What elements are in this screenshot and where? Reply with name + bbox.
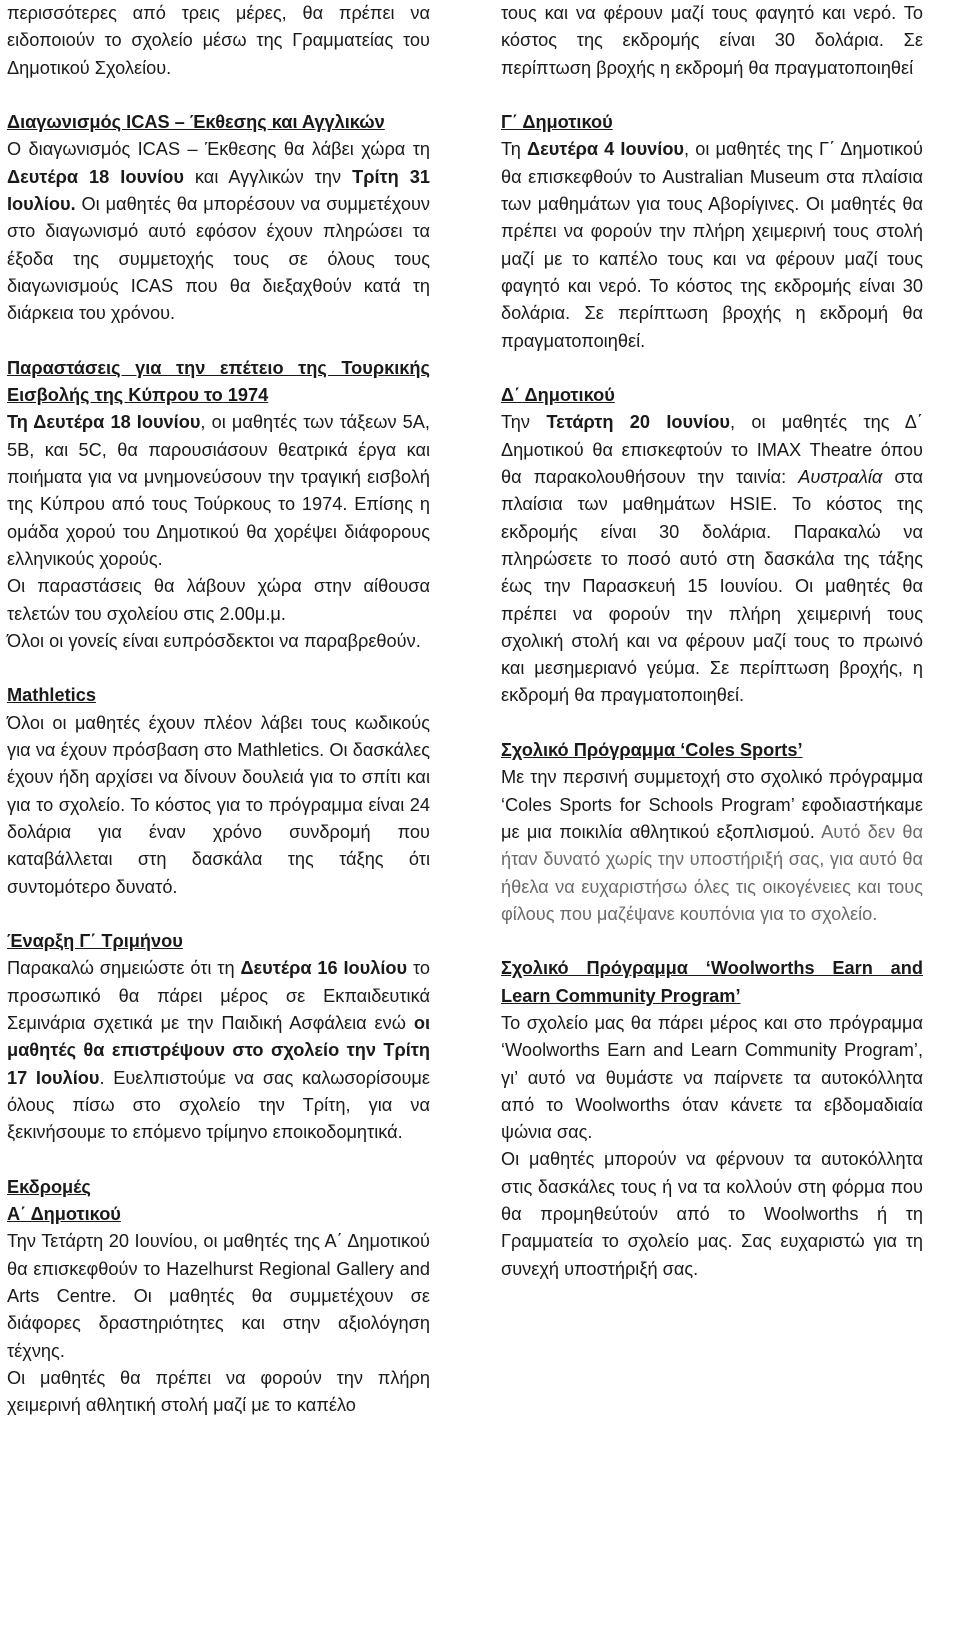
icas-heading: Διαγωνισμός ICAS – Έκθεσης και Αγγλικών [7,112,385,133]
grade-c-section [501,109,923,355]
mathletics-section [7,682,430,900]
woolworths-heading: Σχολικό Πρόγραμμα ‘Woolworths Earn and Learn Community Program’ [501,958,923,1006]
term-section [7,928,430,1146]
grade-c-heading: Γ΄ Δημοτικού [501,112,613,133]
cyprus-text: Τη Δευτέρα 18 Ιουνίου, οι μαθητές των τάξεων 5A, 5B, και 5C, θα παρουσιάσουν θεατρικά έργα και ποιήματα για να μνημονεύσουν την τραγική εισβολή της Κύπρου από τους Τούρκους το 1974. Επίσης η ομάδα χορού του Δημοτικού θα χορέψει διάφορους ελληνικούς χορούς. [7,412,430,569]
intro-paragraph: περισσότερες από τρεις μέρες, θα πρέπει να ειδοποιούν το σχολείο μέσω της Γραμματείας του Δημοτικού Σχολείου. [7,3,430,78]
grade-a-heading: Α΄ Δημοτικού [7,1204,121,1225]
mathletics-heading: Mathletics [7,685,96,706]
grade-a-text: Την Τετάρτη 20 Ιουνίου, οι μαθητές της Α΄ Δημοτικού θα επισκεφθούν το Hazelhurst Regional Gallery and Arts Centre. Οι μαθητές θα συμμετέχουν σε διάφορες δραστηριότητες και στην αξιολόγηση τέχνης. [7,1231,430,1361]
icas-section [7,109,430,327]
term-text: Παρακαλώ σημειώστε ότι τη Δευτέρα 16 Ιουλίου το προσωπικό θα πάρει μέρος σε Εκπαιδευτικά Σεμινάρια σχετικά με την Παιδική Ασφάλεια ενώ οι μαθητές θα επιστρέψουν στο σχολείο την Τρίτη 17 Ιουλίου. Ευελπιστούμε να σας καλωσορίσουμε όλους πίσω στο σχολείο την Τρίτη, για να ξεκινήσουμε το επόμενο τρίμηνο εποικοδομητικά. [7,958,430,1143]
cyprus-section [7,355,430,655]
excursions-heading: Εκδρομές [7,1176,91,1197]
cyprus-invite: Όλοι οι γονείς είναι ευπρόσδεκτοι να παραβρεθούν. [7,630,421,651]
term-heading: Έναρξη Γ΄ Τριμήνου [7,931,183,952]
woolworths-text: Το σχολείο μας θα πάρει μέρος και στο πρόγραμμα ‘Woolworths Earn and Learn Community Program’, γι’ αυτό να θυμάστε να παίρνετε τα αυτοκόλλητα από το Woolworths όταν κάνετε τα εβδομαδιαία ψώνια σας. [501,1012,923,1143]
right-column [501,0,923,1283]
icas-text: Ο διαγωνισμός ICAS – Έκθεσης θα λάβει χώρα τη Δευτέρα 18 Ιουνίου και Αγγλικών την Τρίτη 31 Ιουλίου. Οι μαθητές θα μπορέσουν να συμμετέχουν στο διαγωνισμό αυτό εφόσον έχουν πληρώσει τα έξοδα της συμμετοχής τους σε όλους τους διαγωνισμούς ICAS που θα διεξαχθούν κατά τη διάρκεια του χρόνου. [7,139,430,324]
coles-text: Με την περσινή συμμετοχή στο σχολικό πρόγραμμα ‘Coles Sports for Schools Program’ εφοδιαστήκαμε με μια ποικιλία αθλητικού εξοπλισμού. Αυτό δεν θα ήταν δυνατό χωρίς την υποστήριξή σας, για αυτό θα ήθελα να ευχαριστήσω όλες τις οικογένειες και τους φίλους που μαζέψανε κουπόνια για το σχολείο. [501,767,923,924]
grade-d-section [501,382,923,710]
woolworths-section [501,955,923,1283]
grade-d-heading: Δ΄ Δημοτικού [501,385,615,406]
grade-d-text: Την Τετάρτη 20 Ιουνίου, οι μαθητές της Δ΄ Δημοτικού θα επισκεφτούν το IMAX Theatre όπου θα παρακολουθήσουν την ταινία: Αυστραλία στα πλαίσια των μαθημάτων HSIE. Το κόστος της εκδρομής είναι 30 δολάρια. Παρακαλώ να πληρώσετε το ποσό αυτό στη δασκάλα της τάξης έως την Παρασκευή 15 Ιουνίου. Οι μαθητές θα πρέπει να φορούν την πλήρη χειμερινή τους σχολική στολή και να φέρουν μαζί τους το πρωινό και μεσημεριανό γεύμα. Σε περίπτωση βροχής, η εκδρομή θα πραγματοποιηθεί. [501,412,923,706]
woolworths-stickers: Οι μαθητές μπορούν να φέρνουν τα αυτοκόλλητα στις δασκάλες τους ή να τα κολλούν στη φόρμα που θα προμηθεύτούν από το Woolworths ή τη Γραμματεία το σχολείο μας. Σας ευχαριστώ για τη συνεχή υποστήριξή σας. [501,1149,923,1279]
coles-heading: Σχολικό Πρόγραμμα ‘Coles Sports’ [501,740,803,761]
cyprus-venue: Οι παραστάσεις θα λάβουν χώρα στην αίθουσα τελετών του σχολείου στις 2.00μ.μ. [7,576,430,624]
continued-paragraph: τους και να φέρουν μαζί τους φαγητό και νερό. Το κόστος της εκδρομής είναι 30 δολάρια. Σε περίπτωση βροχής η εκδρομή θα πραγματοποιηθεί [501,3,923,78]
mathletics-text: Όλοι οι μαθητές έχουν πλέον λάβει τους κωδικούς για να έχουν πρόσβαση στο Mathletics. Οι δασκάλες έχουν ήδη αρχίσει να δίνουν δουλειά για το σπίτι και για το σχολείο. Το κόστος για το πρόγραμμα είναι 24 δολάρια για έναν χρόνο συνδρομή που καταβάλλεται στη δασκάλα της τάξης ότι συντομότερο δυνατό. [7,712,430,897]
left-column [7,0,430,1419]
cyprus-heading: Παραστάσεις για την επέτειο της Τουρκικής Εισβολής της Κύπρου το 1974 [7,357,430,406]
excursions-section [7,1174,430,1420]
grade-c-text: Τη Δευτέρα 4 Ιουνίου, οι μαθητές της Γ΄ Δημοτικού θα επισκεφθούν το Australian Museum στα πλαίσια των μαθημάτων για τους Αβορίγινες. Οι μαθητές θα πρέπει να φορούν την πλήρη χειμερινή τους στολή μαζί με το καπέλο τους και να φέρουν μαζί τους φαγητό και νερό. Το κόστος της εκδρομής είναι 30 δολάρια. Σε περίπτωση βροχής η εκδρομή θα πραγματοποιηθεί. [501,139,923,351]
grade-a-uniform: Οι μαθητές θα πρέπει να φορούν την πλήρη χειμερινή αθλητική στολή μαζί με το καπέλο [7,1367,430,1416]
coles-section [501,737,923,928]
